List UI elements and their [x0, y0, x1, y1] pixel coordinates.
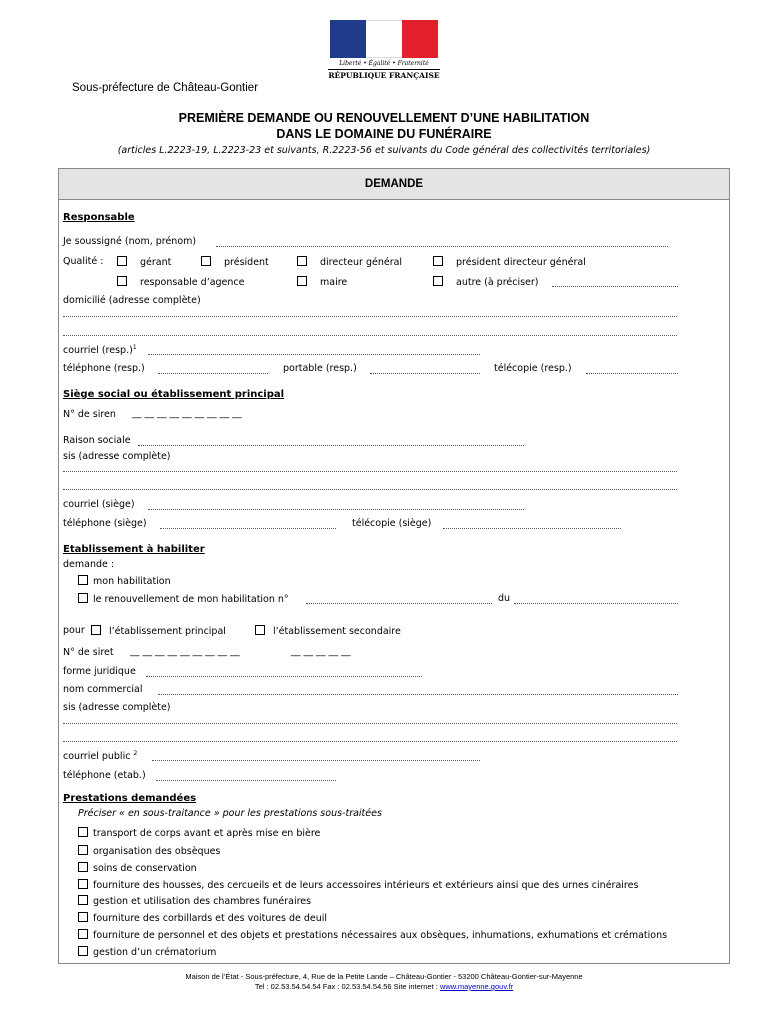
footer-address: Maison de l’État - Sous-préfecture, 4, Rue de la Petite Lande – Château-Gontier - 53200 Château-Gontier-sur-Mayenne — [185, 972, 583, 981]
option-secondaire[interactable]: l’établissement secondaire — [255, 625, 401, 637]
prestation-item[interactable]: soins de conservation — [78, 862, 197, 874]
checkbox[interactable] — [433, 276, 443, 286]
page-title-line1: PREMIÈRE DEMANDE OU RENOUVELLEMENT D’UNE HABILITATION — [178, 111, 590, 125]
option-renouvellement[interactable]: le renouvellement de mon habilitation n° — [78, 593, 289, 605]
checkbox[interactable] — [201, 256, 211, 266]
checkbox[interactable] — [78, 946, 88, 956]
section-responsable: Responsable — [63, 212, 135, 223]
checkbox[interactable] — [255, 625, 265, 635]
telecopie-siege-field[interactable] — [443, 528, 621, 529]
marianne-logo — [330, 20, 438, 58]
qualite-autre[interactable]: autre (à préciser) — [433, 276, 539, 288]
checkbox[interactable] — [78, 575, 88, 585]
qualite-pdg[interactable]: président directeur général — [433, 256, 586, 268]
checkbox[interactable] — [78, 827, 88, 837]
soussigne-label: Je soussigné (nom, prénom) — [63, 236, 197, 247]
courriel-resp-field[interactable] — [148, 354, 480, 355]
qualite-maire[interactable]: maire — [297, 276, 347, 288]
prestation-item[interactable]: fourniture des corbillards et des voitures de deuil — [78, 912, 327, 924]
checkbox[interactable] — [78, 845, 88, 855]
section-prestations: Prestations demandées — [63, 793, 197, 804]
raison-label: Raison sociale — [63, 435, 131, 446]
qualite-responsable-agence[interactable]: responsable d’agence — [117, 276, 245, 288]
section-etablissement: Etablissement à habiliter — [63, 544, 205, 555]
domicile-field-2[interactable] — [63, 335, 677, 336]
siret-label: N° de siret — [63, 647, 114, 658]
checkbox[interactable] — [117, 256, 127, 266]
portable-resp-label: portable (resp.) — [283, 363, 357, 374]
pour-label: pour — [63, 625, 85, 636]
soussigne-field[interactable] — [216, 246, 668, 247]
prestation-item[interactable]: fourniture de personnel et des objets et prestations nécessaires aux obsèques, inhumations, exhumations et crémations — [78, 929, 667, 941]
checkbox[interactable] — [117, 276, 127, 286]
prestation-item[interactable]: gestion d’un crématorium — [78, 946, 216, 958]
prestation-item[interactable]: fourniture des housses, des cercueils et de leurs accessoires intérieurs et extérieurs ainsi que des urnes cinéraires — [78, 879, 638, 891]
logo-republic: RÉPUBLIQUE FRANÇAISE — [328, 71, 440, 80]
telephone-siege-label: téléphone (siège) — [63, 518, 147, 529]
telephone-etab-label: téléphone (etab.) — [63, 770, 146, 781]
subprefecture-name: Sous-préfecture de Château-Gontier — [72, 82, 259, 94]
courriel-public-label: courriel public $^2$ — [63, 750, 138, 763]
prestation-item[interactable]: transport de corps avant et après mise en bière — [78, 827, 320, 839]
siren-field[interactable]: __ __ __ __ __ __ __ __ __ — [132, 408, 242, 419]
raison-field[interactable] — [138, 445, 524, 446]
checkbox[interactable] — [433, 256, 443, 266]
checkbox[interactable] — [297, 256, 307, 266]
habilitation-number-field[interactable] — [306, 603, 492, 604]
sis-siege-field-2[interactable] — [63, 489, 677, 490]
domicile-label: domicilié (adresse complète) — [63, 295, 201, 306]
telephone-siege-field[interactable] — [160, 528, 336, 529]
demande-header: DEMANDE — [58, 168, 730, 200]
qualite-president[interactable]: président — [201, 256, 269, 268]
telecopie-resp-field[interactable] — [586, 373, 678, 374]
courriel-siege-label: courriel (siège) — [63, 499, 135, 510]
checkbox[interactable] — [78, 862, 88, 872]
forme-label: forme juridique — [63, 666, 136, 677]
footer-contact: Tel : 02.53.54.54.54 Fax : 02.53.54.54.56 Site internet : www.mayenne.gouv.fr — [254, 982, 514, 991]
forme-field[interactable] — [146, 676, 422, 677]
sis-siege-label: sis (adresse complète) — [63, 451, 171, 462]
autre-field[interactable] — [552, 286, 678, 287]
habilitation-date-field[interactable] — [514, 603, 678, 604]
checkbox[interactable] — [91, 625, 101, 635]
telephone-etab-field[interactable] — [156, 780, 336, 781]
nom-commercial-label: nom commercial — [63, 684, 143, 695]
telephone-resp-field[interactable] — [158, 373, 268, 374]
telecopie-siege-label: télécopie (siège) — [352, 518, 432, 529]
demande-label: demande : — [63, 559, 115, 570]
siret-field-1[interactable]: __ __ __ __ __ __ __ __ __ — [130, 646, 240, 657]
qualite-directeur[interactable]: directeur général — [297, 256, 402, 268]
section-siege: Siège social ou établissement principal — [63, 389, 285, 400]
qualite-gerant[interactable]: gérant — [117, 256, 171, 268]
option-mon-habilitation[interactable]: mon habilitation — [78, 575, 171, 587]
sis-etab-field-1[interactable] — [63, 723, 677, 724]
checkbox[interactable] — [78, 879, 88, 889]
siret-field-2[interactable]: __ __ __ __ __ — [291, 646, 351, 657]
domicile-field-1[interactable] — [63, 316, 677, 317]
prestations-note: Préciser « en sous-traitance » pour les prestations sous-traitées — [78, 808, 382, 819]
prestation-item[interactable]: gestion et utilisation des chambres funéraires — [78, 895, 311, 907]
page-title-line2: DANS LE DOMAINE DU FUNÉRAIRE — [276, 127, 492, 141]
sis-etab-label: sis (adresse complète) — [63, 702, 171, 713]
du-label: du — [498, 593, 511, 604]
checkbox[interactable] — [78, 593, 88, 603]
option-principal[interactable]: l’établissement principal — [91, 625, 226, 637]
sis-siege-field-1[interactable] — [63, 471, 677, 472]
qualite-label: Qualité : — [63, 256, 104, 267]
siren-label: N° de siren — [63, 409, 116, 420]
courriel-resp-label: courriel (resp.)$^1$ — [63, 344, 137, 357]
courriel-siege-field[interactable] — [148, 509, 524, 510]
website-link[interactable]: www.mayenne.gouv.fr — [439, 982, 514, 991]
nom-commercial-field[interactable] — [158, 694, 678, 695]
telecopie-resp-label: télécopie (resp.) — [494, 363, 572, 374]
portable-resp-field[interactable] — [370, 373, 480, 374]
legal-articles: (articles L.2223-19, L.2223-23 et suivants, R.2223-56 et suivants du Code général des collectivités territoriales) — [117, 145, 651, 156]
checkbox[interactable] — [297, 276, 307, 286]
logo-motto: Liberté • Égalité • Fraternité — [339, 60, 429, 67]
checkbox[interactable] — [78, 929, 88, 939]
checkbox[interactable] — [78, 912, 88, 922]
prestation-item[interactable]: organisation des obsèques — [78, 845, 220, 857]
sis-etab-field-2[interactable] — [63, 741, 677, 742]
checkbox[interactable] — [78, 895, 88, 905]
telephone-resp-label: téléphone (resp.) — [63, 363, 145, 374]
courriel-public-field[interactable] — [152, 760, 480, 761]
